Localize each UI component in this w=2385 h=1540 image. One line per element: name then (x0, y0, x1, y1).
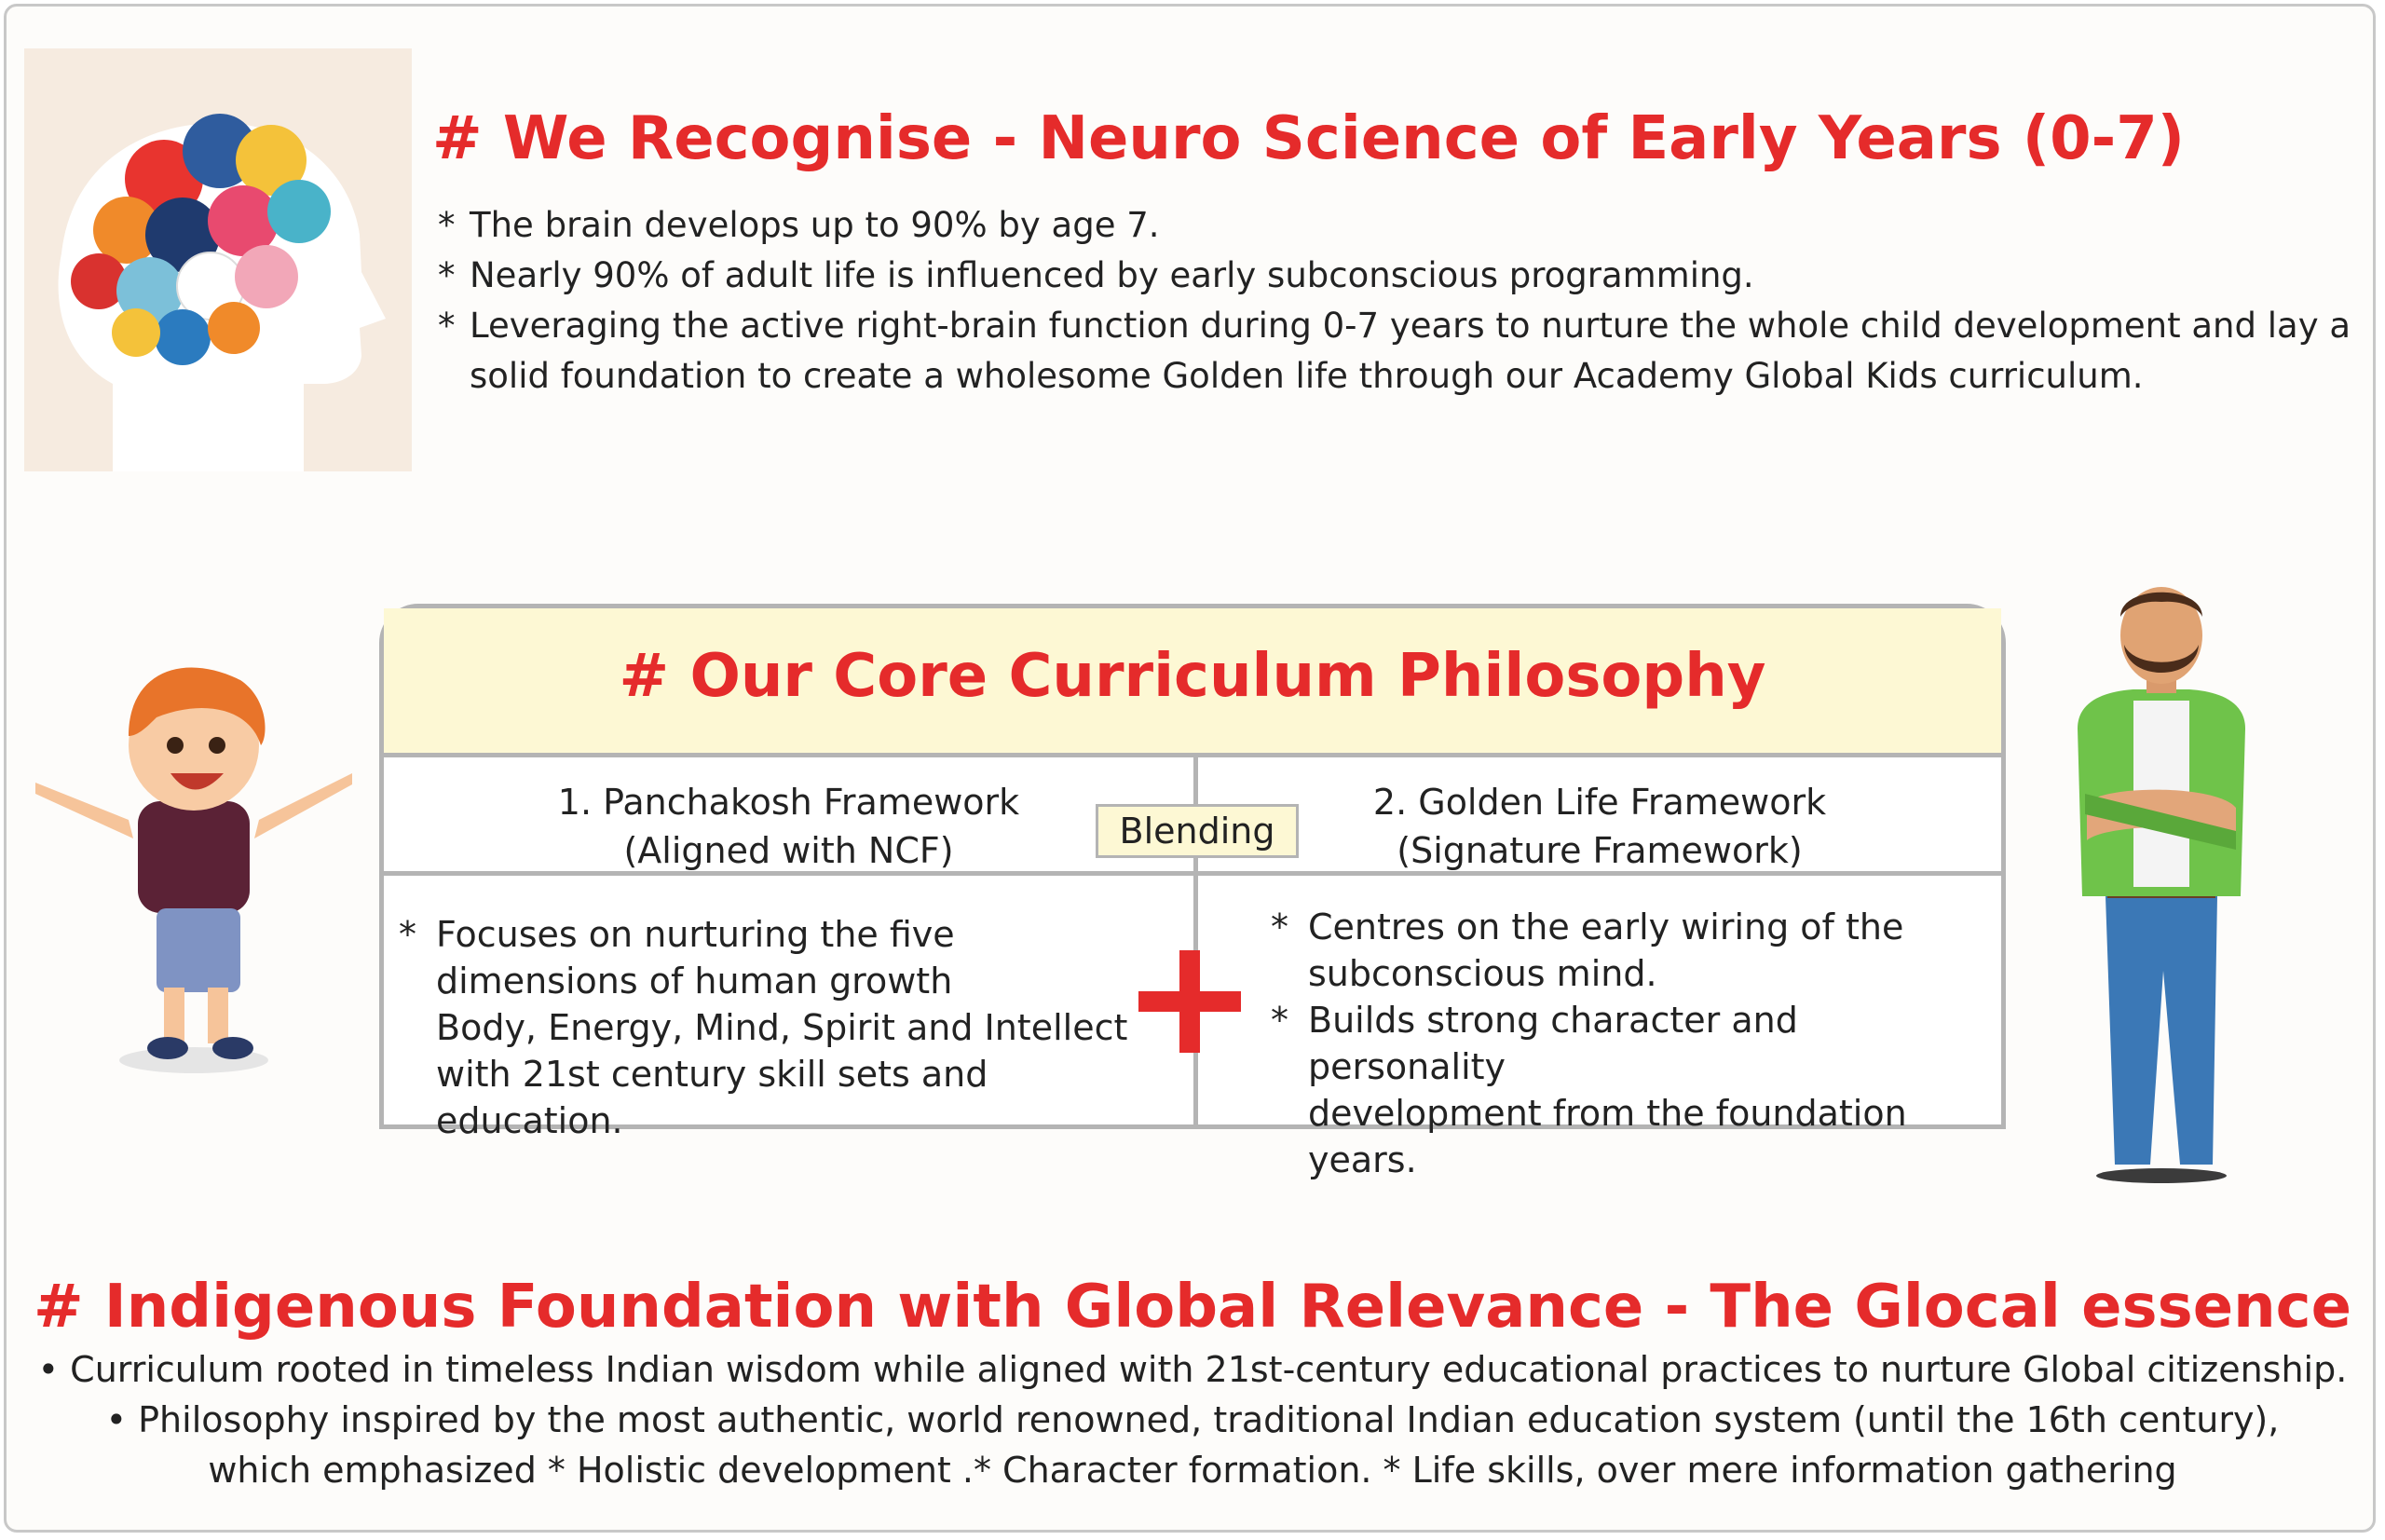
bullet-item: * Nearly 90% of adult life is influenced by early subconscious programming. (438, 255, 1754, 295)
man-illustration (2050, 579, 2273, 1187)
framework-panchakosh: 1. Panchakosh Framework (Aligned with NCF) (557, 782, 1020, 871)
bullet-item: * Leveraging the active right-brain function during 0-7 years to nurture the whole child development and lay a (438, 306, 2351, 346)
boy-illustration (17, 643, 371, 1090)
core-title: # Our Core Curriculum Philosophy (619, 642, 1766, 711)
framework-golden-life: 2. Golden Life Framework (Signature Framework) (1372, 782, 1827, 871)
plus-icon (1138, 950, 1241, 1053)
bullet-item: * The brain develops up to 90% by age 7. (438, 205, 1160, 245)
brain-head-icon (24, 48, 412, 471)
neuro-science-bullets (438, 200, 2351, 402)
neuro-science-heading: # We Recognise - Neuro Science of Early Years (0-7) (432, 104, 2185, 173)
glocal-heading: # Indigenous Foundation with Global Relevance - The Glocal essence (34, 1273, 2351, 1342)
golden-life-description: * Centres on the early wiring of the subconscious mind. * Builds strong character and personality development from the foundation years. (1271, 906, 1907, 1180)
blending-label: Blending (1096, 804, 1299, 858)
glocal-text: • Curriculum rooted in timeless Indian wisdom while aligned with 21st-century educational practices to nurture Global citizenship. • Philosophy inspired by the most authentic, world renowned, traditional Indian education system (until the 16th century), which emphasized * Holistic development .* Character formation. * Life skills, over mere information gathering (37, 1349, 2348, 1491)
panchakosh-description: * Focuses on nurturing the five dimensions of human growth Body, Energy, Mind, Spirit and Intellect with 21st century skill sets and education. (399, 914, 1128, 1141)
core-header (384, 608, 2001, 757)
bullet-continuation: solid foundation to create a wholesome Golden life through our Academy Global Kids curriculum. (470, 356, 2144, 396)
